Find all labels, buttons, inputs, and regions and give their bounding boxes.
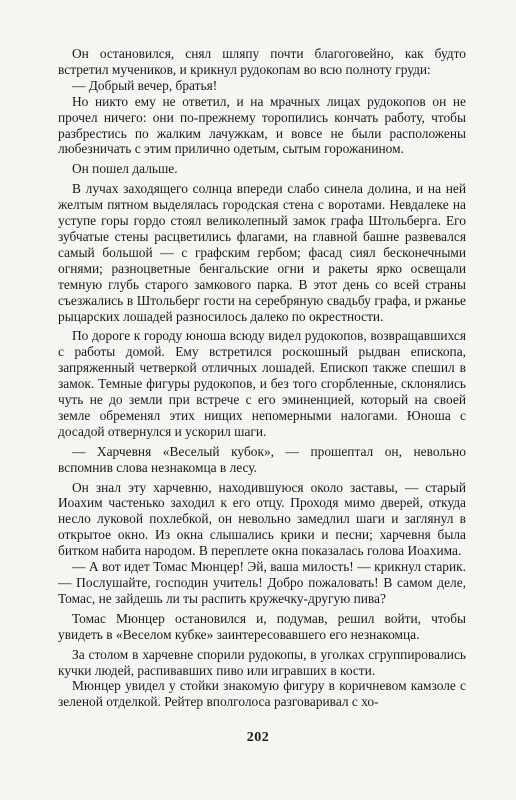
paragraph-3: Но никто ему не ответил, и на мрачных лицах рудокопов он не прочел ничего: они по-прежнему торопились кончать работу, чтобы разбрестись по жалким лачужкам, и вовсе не были расположены любезничать с этим прилично одетым, сытым горожанином. <box>58 93 466 157</box>
paragraph-10: Томас Мюнцер остановился и, подумав, решил войти, чтобы увидеть в «Веселом кубке» заинтересовавшего его незнакомца. <box>58 610 466 642</box>
paragraph-11: За столом в харчевне спорили рудокопы, в уголках сгруппировались кучки людей, распивавших пиво или игравших в кости. <box>58 646 466 678</box>
paragraph-5: В лучах заходящего солнца впереди слабо синела долина, и на ней желтым пятном выделялась городская стена с воротами. Невдалеке на уступе горы гордо стоял великолепный замок графа Штольберга. Его зубчатые стены расцветились флагами, на главной башне развевался самый большой — с графским гербом; фасад сиял бесконечными огнями; разноцветные бенгальские огни и ракеты ярко освещали темную глубь старого замкового парка. В этот день со всей страны съезжались в Штольберг гости на серебряную свадьбу графа, и ржанье рыцарских лошадей разносилось далеко по окрестности. <box>58 181 466 324</box>
text-block <box>58 46 466 710</box>
paragraph-7: — Харчевня «Веселый кубок», — прошептал он, невольно вспомнив слова незнакомца в лесу. <box>58 443 466 475</box>
paragraph-4: Он пошел дальше. <box>72 161 178 177</box>
paragraph-6: По дороге к городу юноша всюду видел рудокопов, возвращавшихся с работы домой. Ему встретился роскошный рыдван епископа, запряженный четверкой отличных лошадей. Епископ также спешил в замок. Темные фигуры рудокопов, и без того сгорбленные, склонялись чуть не до земли при встрече с его эминенцией, который на своей земле обременял этих нищих непомерными налогами. Юноша с досадой отвернулся и ускорил шаги. <box>58 328 466 439</box>
paragraph-2: — Добрый вечер, братья! <box>72 77 218 93</box>
page-number: 202 <box>246 730 270 745</box>
paragraph-12: Мюнцер увидел у стойки знакомую фигуру в коричневом камзоле с зеленой отделкой. Рейтер вполголоса разговаривал с хо- <box>58 678 466 710</box>
paragraph-1: Он остановился, снял шляпу почти благоговейно, как будто встретил мучеников, и крикнул рудокопам во всю полноту груди: <box>58 46 466 77</box>
paragraph-9: — А вот идет Томас Мюнцер! Эй, ваша милость! — крикнул старик. — Послушайте, господин учитель! Добро пожаловать! В самом деле, Томас, не зайдешь ли ты распить кружечку-другую пива? <box>58 559 466 606</box>
paragraph-8: Он знал эту харчевню, находившуюся около заставы, — старый Иоахим частенько заходил к его отцу. Проходя мимо дверей, откуда несло луковой похлебкой, он невольно замедлил шаги и заглянул в открытое окно. Из окна слышались крики и песни; харчевня была битком набита народом. В переплете окна показалась голова Иоахима. <box>58 479 466 559</box>
